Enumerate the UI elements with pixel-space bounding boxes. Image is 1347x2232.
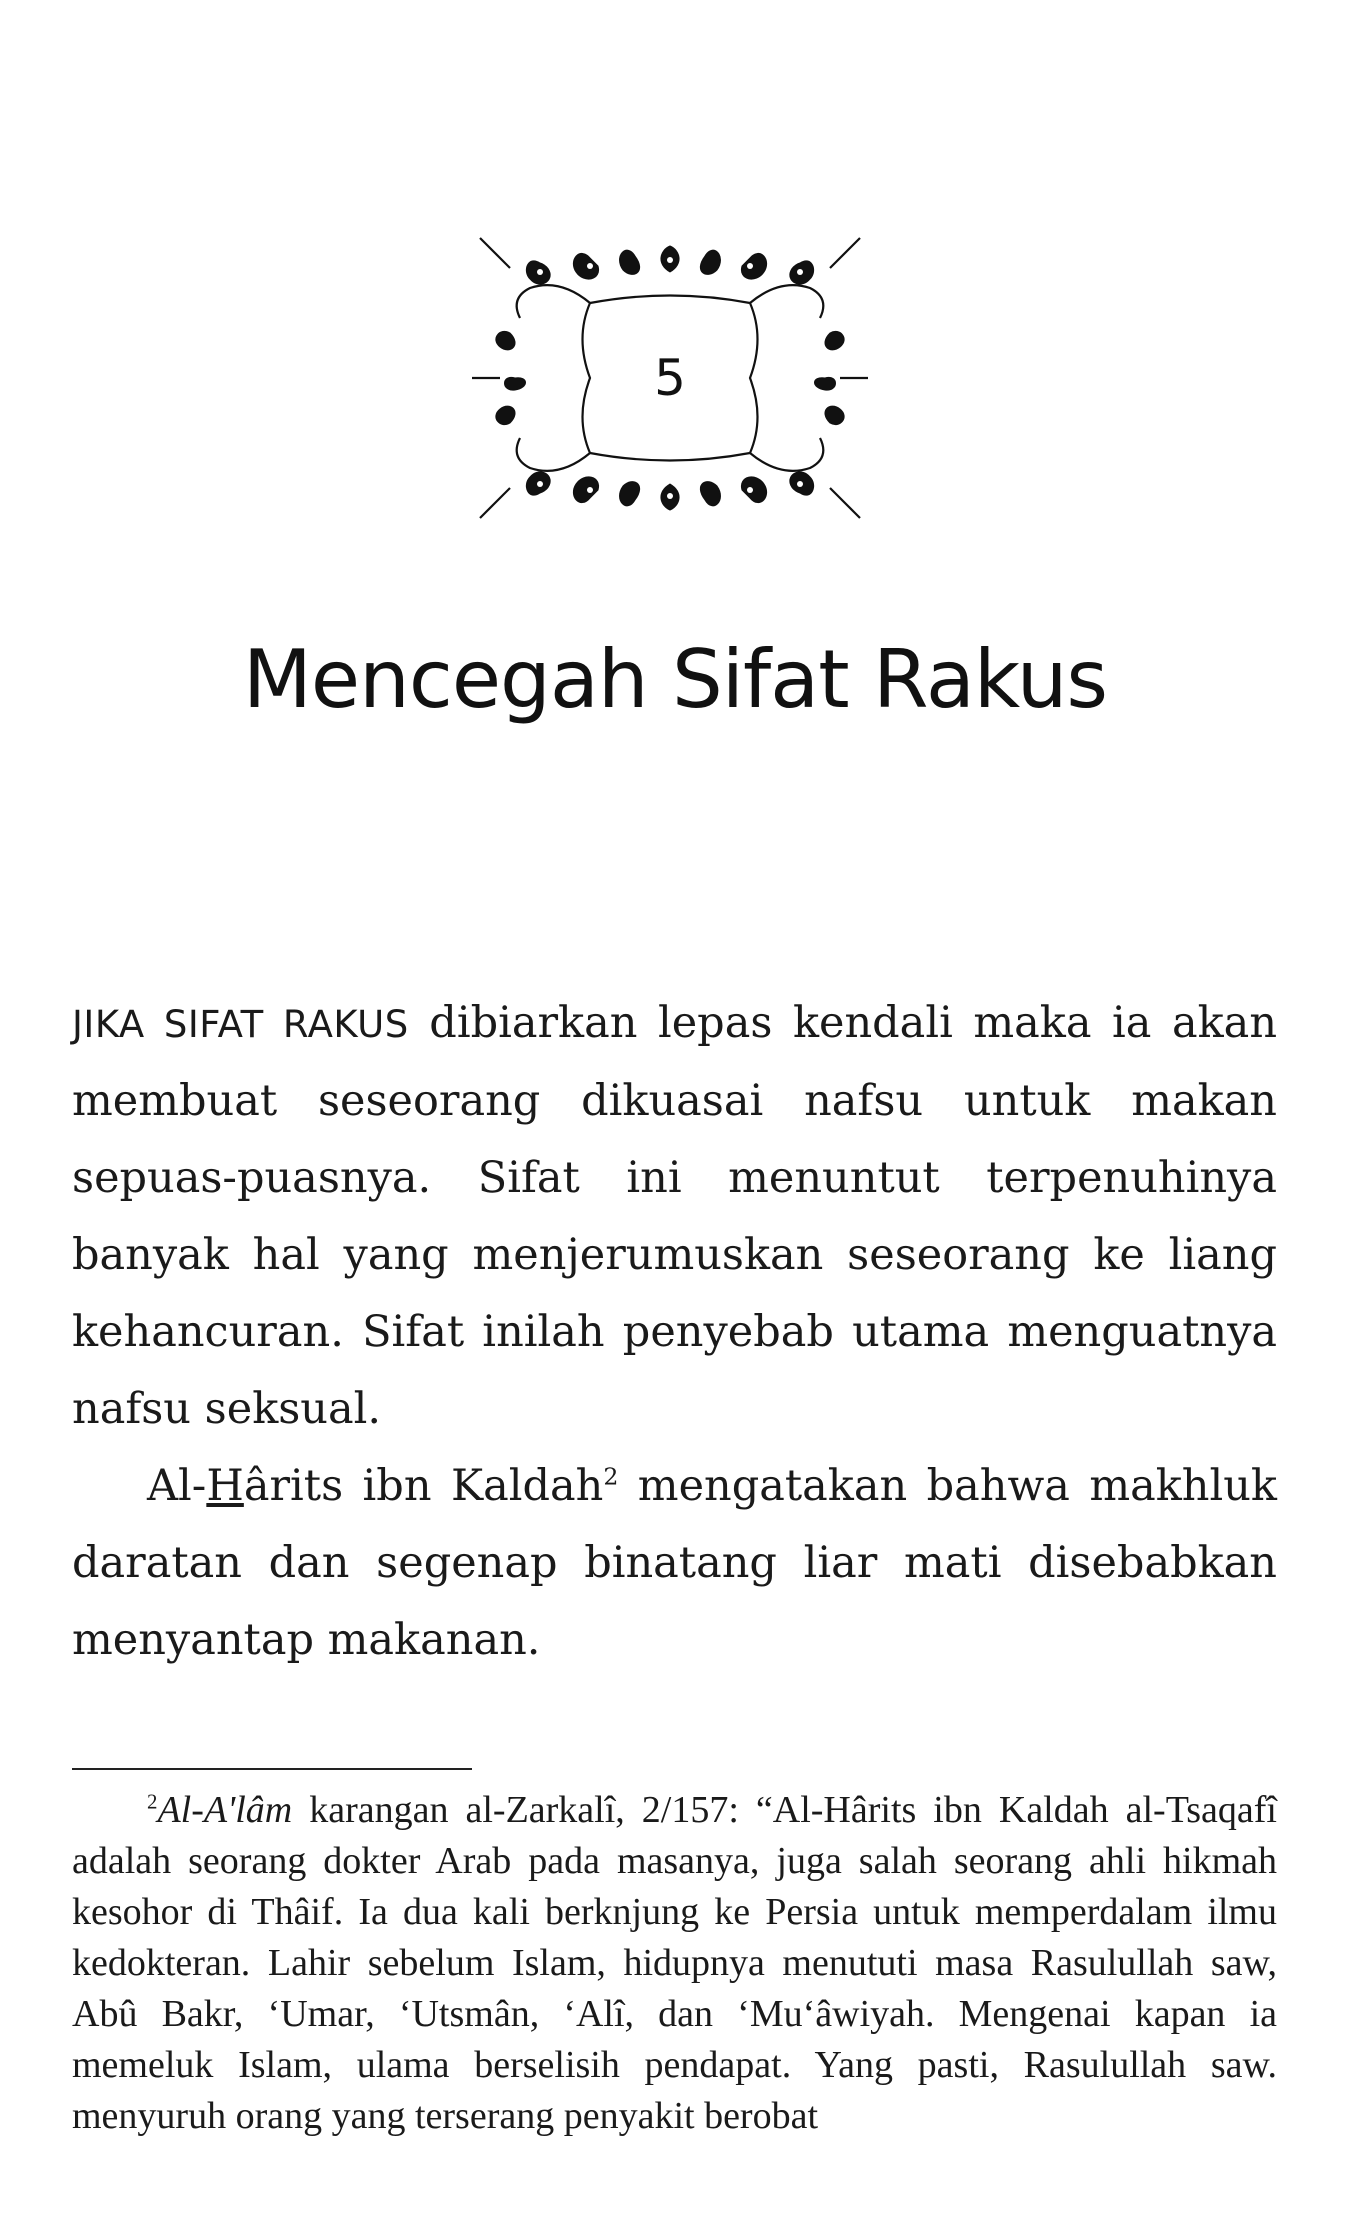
paragraph-1 [72, 985, 1277, 1448]
footnote-divider [72, 1768, 472, 1770]
paragraph-2 [72, 1448, 1277, 1679]
paragraph-1-text: dibiarkan lepas kendali maka ia akan membuat seseorang dikuasai nafsu untuk makan sepuas-puasnya. Sifat ini menuntut terpenuhinya banyak hal yang menjerumuskan seseorang ke liang kehancuran. Sifat inilah penyebab utama menguatnya nafsu seksual. [72, 998, 1278, 1434]
chapter-title: Mencegah Sifat Rakus [242, 633, 1108, 726]
footnote-marker: 2 [147, 1789, 158, 1814]
name-rest: ârits ibn Kaldah [243, 1461, 604, 1511]
footnote-reference[interactable]: 2 [603, 1462, 619, 1491]
name-underlined-letter: H [206, 1461, 244, 1511]
name-prefix: Al- [147, 1461, 207, 1511]
paragraph-2-text: mengatakan bahwa makhluk daratan dan segenap binatang liar mati disebabkan menyantap makanan. [72, 1461, 1277, 1665]
paragraph-lead-smallcaps: JIKA SIFAT RAKUS [72, 1003, 409, 1046]
footnote-book-title: Al-A'lâm [157, 1789, 293, 1831]
body-text [72, 985, 1277, 1679]
footnote [72, 1785, 1277, 2142]
footnote-text: karangan al-Zarkalî, 2/157: “Al-Hârits ibn Kaldah al-Tsaqafî adalah seorang dokter Arab pada masanya, juga salah seorang ahli hikmah kesohor di Thâif. Ia dua kali berknjung ke Persia untuk memperdalam ilmu kedokteran. Lahir sebelum Islam, hidupnya menututi masa Rasulullah saw, Abû Bakr, ‘Umar, ‘Utsmân, ‘Alî, dan ‘Mu‘âwiyah. Mengenai kapan ia memeluk Islam, ulama berselisih pendapat. Yang pasti, Rasulullah saw. menyuruh orang yang terserang penyakit berobat [72, 1789, 1277, 2137]
chapter-number: 5 [654, 349, 686, 407]
